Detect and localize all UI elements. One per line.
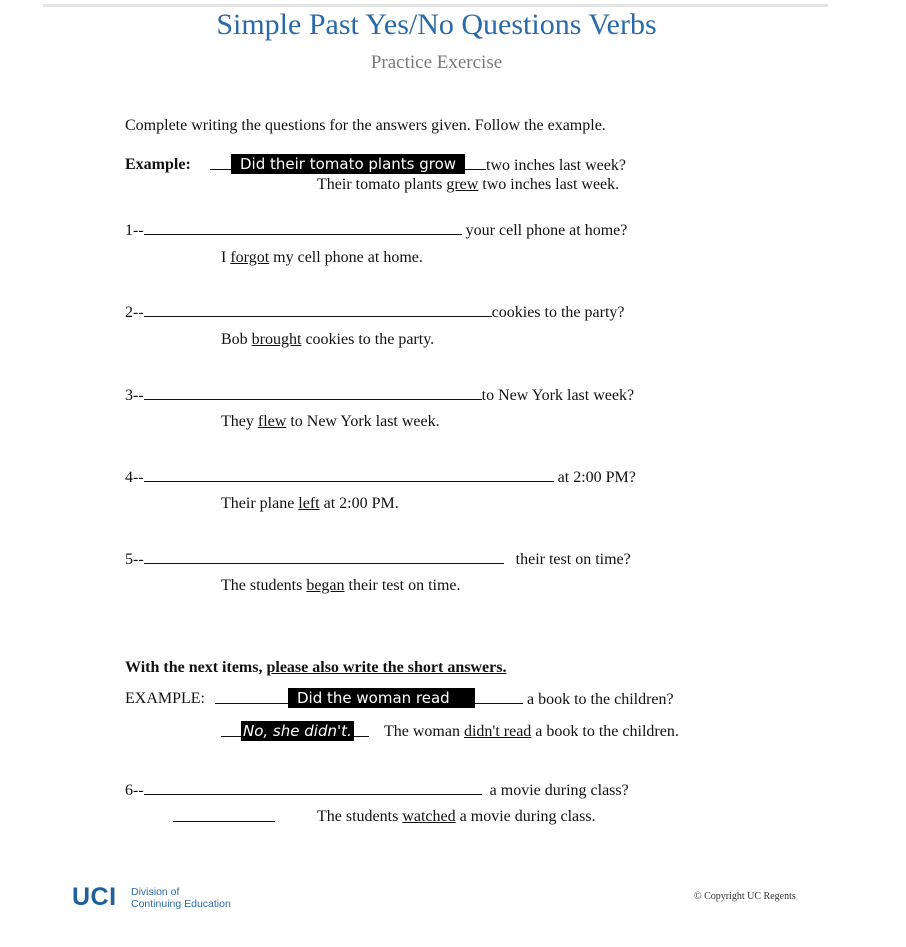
item-2-answer: Bob brought cookies to the party. bbox=[221, 331, 435, 348]
division-name: Division of Continuing Education bbox=[131, 886, 231, 910]
item-6-question: 6-- a movie during class? bbox=[125, 782, 629, 799]
item-6-answer: The students watched a movie during class. bbox=[317, 808, 596, 825]
example-filled-answer: Did their tomato plants grow bbox=[231, 154, 465, 174]
example-answer-verb: grew bbox=[446, 176, 479, 193]
item-3-blank[interactable] bbox=[144, 385, 482, 400]
section-2-example-question: a book to the children? bbox=[215, 689, 674, 710]
item-2-question: 2-- cookies to the party? bbox=[125, 304, 625, 321]
top-divider bbox=[43, 4, 828, 7]
item-4-blank[interactable] bbox=[144, 467, 554, 482]
example-label: Example: bbox=[125, 156, 191, 173]
item-4-answer: Their plane left at 2:00 PM. bbox=[221, 495, 399, 512]
item-5-blank[interactable] bbox=[144, 549, 504, 564]
item-1-answer: I forgot my cell phone at home. bbox=[221, 249, 423, 266]
item-4-question: 4-- at 2:00 PM? bbox=[125, 469, 636, 486]
item-2-blank[interactable] bbox=[144, 302, 492, 317]
item-3-answer: They flew to New York last week. bbox=[221, 413, 440, 430]
item-3-question: 3-- to New York last week? bbox=[125, 387, 635, 404]
example-answer: Their tomato plants grew two inches last week. bbox=[317, 176, 620, 193]
instructions: Complete writing the questions for the answers given. Follow the example. bbox=[125, 117, 606, 134]
section-2-example-filled: Did the woman read bbox=[288, 688, 475, 708]
example-question-end: two inches last week? bbox=[486, 157, 626, 174]
item-6-short-answer-blank[interactable] bbox=[173, 807, 275, 822]
section-2-example-answer: The woman didn't read a book to the children. bbox=[384, 723, 679, 740]
item-1-question: 1-- your cell phone at home? bbox=[125, 222, 628, 239]
short-answer-filled: No, she didn't. bbox=[243, 722, 352, 740]
item-6-blank[interactable] bbox=[144, 780, 482, 795]
item-6-short-answer-line[interactable] bbox=[173, 807, 275, 828]
item-5-answer: The students began their test on time. bbox=[221, 577, 461, 594]
uci-logo: UCI bbox=[72, 883, 117, 911]
item-1-blank[interactable] bbox=[144, 220, 462, 235]
copyright: © Copyright UC Regents bbox=[694, 891, 796, 902]
page-title: Simple Past Yes/No Questions Verbs bbox=[216, 8, 657, 41]
section-2-heading: With the next items, please also write the short answers. bbox=[125, 659, 507, 676]
item-5-question: 5-- their test on time? bbox=[125, 551, 631, 568]
section-2-example-label: EXAMPLE: bbox=[125, 690, 205, 707]
page-subtitle: Practice Exercise bbox=[370, 52, 503, 73]
